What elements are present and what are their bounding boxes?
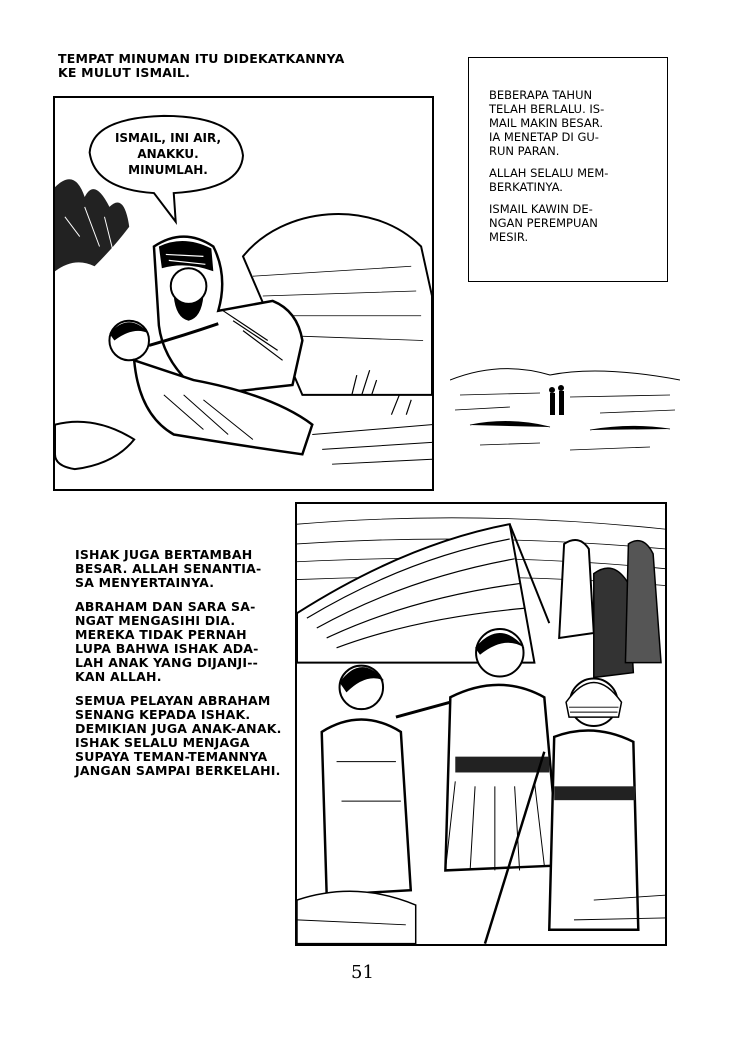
illustration-isaac-and-boys — [297, 504, 665, 944]
desert-vignette — [450, 355, 680, 465]
caption-box — [468, 57, 668, 282]
left-text-block — [75, 548, 290, 778]
left-paragraph-3: SEMUA PELAYAN ABRAHAM SENANG KEPADA ISHAK. DEMIKIAN JUGA ANAK-ANAK. ISHAK SELALU MENJAGA SUPAYA TEMAN-TEMANNYA JANGAN SAMPAI BERKELAHI. — [75, 693, 282, 778]
top-caption: TEMPAT MINUMAN ITU DIDEKATKANNYA KE MULUT ISMAIL. — [58, 51, 345, 80]
page-number: 51 — [351, 962, 374, 983]
panel-isaac-with-friends — [295, 502, 667, 946]
caption-paragraph-3: ISMAIL KAWIN DE- NGAN PEREMPUAN MESIR. — [489, 202, 598, 244]
caption-paragraph-2: ALLAH SELALU MEM- BERKATINYA. — [489, 166, 609, 194]
panel-ishmael-drinking — [53, 96, 434, 491]
caption-paragraph-1: BEBERAPA TAHUN TELAH BERLALU. IS- MAIL MAKIN BESAR. IA MENETAP DI GU- RUN PARAN. — [489, 88, 605, 158]
left-paragraph-2: ABRAHAM DAN SARA SA- NGAT MENGASIHI DIA. MEREKA TIDAK PERNAH LUPA BAHWA ISHAK ADA- LAH ANAK YANG DIJANJI-- KAN ALLAH. — [75, 599, 259, 684]
left-paragraph-1: ISHAK JUGA BERTAMBAH BESAR. ALLAH SENANTIA- SA MENYERTAINYA. — [75, 547, 262, 590]
speech-bubble-text: ISMAIL, INI AIR, ANAKKU. MINUMLAH. — [114, 131, 222, 177]
